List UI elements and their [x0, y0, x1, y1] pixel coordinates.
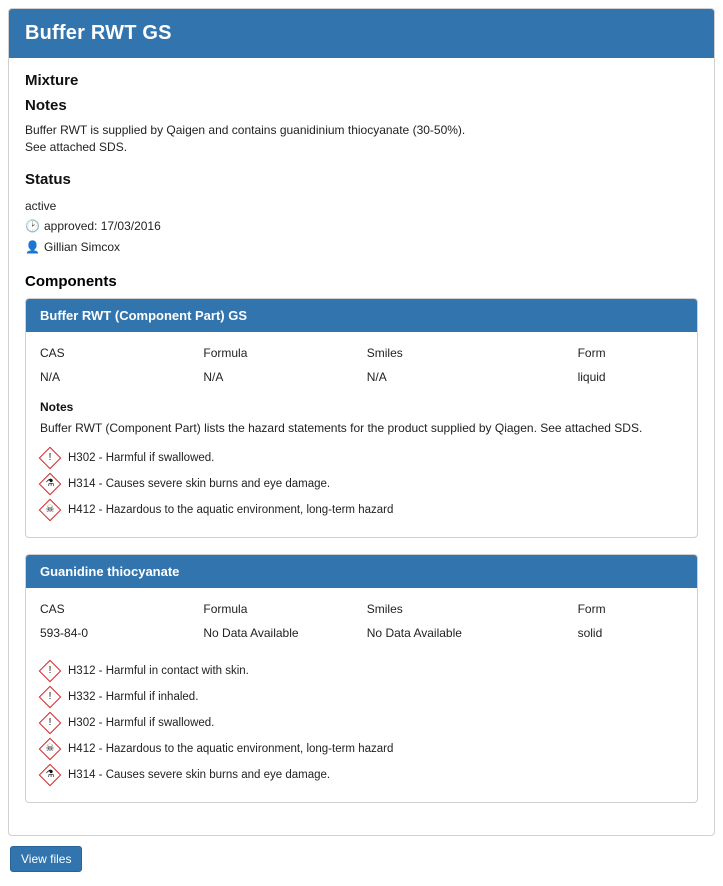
ghs-exclamation-icon: ! [40, 713, 60, 733]
ghs-exclamation-icon: ! [40, 448, 60, 468]
hazard-text: H302 - Harmful if swallowed. [68, 451, 215, 464]
person-icon: 👤 [25, 239, 40, 254]
hazard-row [40, 471, 683, 497]
component-title: Buffer RWT (Component Part) GS [26, 299, 697, 332]
status-value: active [25, 198, 57, 213]
component-properties [40, 600, 683, 644]
footer-actions [8, 836, 715, 886]
hazard-row [40, 762, 683, 788]
column-header-formula: Formula [203, 345, 248, 360]
hazard-row [40, 658, 683, 684]
hazard-text: H302 - Harmful if swallowed. [68, 716, 215, 729]
hazard-text: H412 - Hazardous to the aquatic environment, long-term hazard [68, 742, 394, 755]
ghs-environment-icon: ☠ [40, 739, 60, 759]
hazard-row [40, 445, 683, 471]
notes-line-1: Buffer RWT is supplied by Qaigen and contains guanidinium thiocyanate (30-50%). [25, 123, 466, 137]
component-notes-text: Buffer RWT (Component Part) lists the hazard statements for the product supplied by Qiagen. See attached SDS. [40, 420, 643, 435]
approver-row [25, 237, 698, 257]
column-header-cas: CAS [40, 345, 65, 360]
value-form: solid [577, 625, 603, 640]
column-header-form: Form [577, 601, 606, 616]
hazard-text: H314 - Causes severe skin burns and eye damage. [68, 477, 331, 490]
ghs-corrosion-icon: ⚗ [40, 765, 60, 785]
components-heading: Components [25, 272, 117, 290]
hazard-list [40, 445, 683, 523]
column-header-form: Form [577, 345, 606, 360]
column-header-smiles: Smiles [366, 601, 403, 616]
component-card [25, 298, 698, 538]
column-header-smiles: Smiles [366, 345, 403, 360]
approved-row [25, 216, 698, 236]
column-header-formula: Formula [203, 601, 248, 616]
ghs-environment-icon: ☠ [40, 500, 60, 520]
page-title: Buffer RWT GS [9, 9, 714, 58]
notes-line-2: See attached SDS. [25, 140, 128, 155]
ghs-corrosion-icon: ⚗ [40, 474, 60, 494]
component-properties [40, 344, 683, 388]
approved-text: approved: 17/03/2016 [44, 219, 161, 234]
clock-icon: 🕑 [25, 219, 40, 234]
value-formula: No Data Available [203, 625, 299, 640]
ghs-exclamation-icon: ! [40, 661, 60, 681]
value-form: liquid [577, 369, 606, 384]
status-heading: Status [25, 170, 71, 188]
hazard-text: H332 - Harmful if inhaled. [68, 690, 199, 703]
component-notes-label: Notes [40, 399, 74, 414]
component-body [26, 588, 697, 802]
hazard-list [40, 658, 683, 788]
hazard-row [40, 736, 683, 762]
hazard-row [40, 710, 683, 736]
hazard-text: H314 - Causes severe skin burns and eye damage. [68, 768, 331, 781]
hazard-text: H312 - Harmful in contact with skin. [68, 664, 249, 677]
record-body [9, 58, 714, 835]
substance-type-label: Mixture [25, 72, 79, 89]
notes-heading: Notes [25, 97, 67, 114]
value-cas: N/A [40, 369, 61, 384]
value-formula: N/A [203, 369, 224, 384]
hazard-row [40, 497, 683, 523]
approver-name: Gillian Simcox [44, 239, 121, 254]
value-cas: 593-84-0 [40, 625, 89, 640]
record-panel [8, 8, 715, 836]
value-smiles: No Data Available [366, 625, 462, 640]
component-card [25, 554, 698, 803]
column-header-cas: CAS [40, 601, 65, 616]
component-body [26, 332, 697, 537]
component-title: Guanidine thiocyanate [26, 555, 697, 588]
hazard-text: H412 - Hazardous to the aquatic environment, long-term hazard [68, 503, 394, 516]
view-files-button[interactable]: View files [10, 846, 82, 872]
ghs-exclamation-icon: ! [40, 687, 60, 707]
hazard-row [40, 684, 683, 710]
value-smiles: N/A [366, 369, 387, 384]
